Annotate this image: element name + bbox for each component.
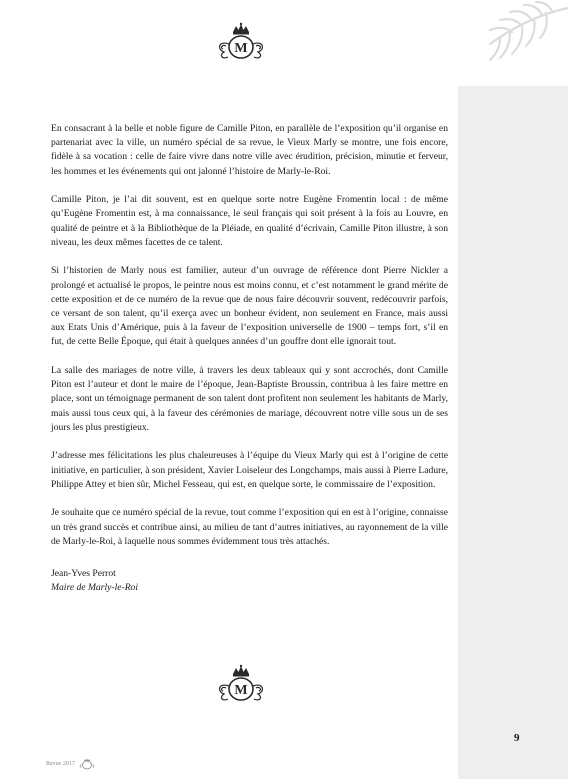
paragraph-6: Je souhaite que ce numéro spécial de la revue, tout comme l’exposition qui en est à l’origine, connaisse un très grand succès et contribue ainsi, au milieu de tant d’autres initiatives, au rayonnement de la ville de Marly-le-Roi, à laquelle nous sommes évidemment tous très attachés. [51, 507, 448, 547]
signature-block [51, 567, 448, 595]
emblem-letter: M [234, 683, 248, 698]
paragraph-1: En consacrant à la belle et noble figure de Camille Piton, en parallèle de l’exposition qu’il organise en partenariat avec la ville, un numéro spécial de sa revue, le Vieux Marly se montre, une fois encore, fidèle à sa vocation : celle de faire vivre dans notre ville avec érudition, précision, minutie et ferveur, les hommes et les événements qui ont jalonné l’histoire de Marly-le-Roi. [51, 123, 448, 177]
footer-text: Revue 2017 [46, 761, 75, 767]
paragraph-4: La salle des mariages de notre ville, à travers les deux tableaux qui y sont accrochés, dont Camille Piton est l’auteur et dont le maire de l’époque, Jean-Baptiste Broussin, contribua à les faire mettre en place, sont un témoignage permanent de son talent dont profitent non seulement les habitants de Marly, mais aussi tous ceux qui, à la faveur des cérémonies de mariage, découvrent notre ville sous un de ses jours les plus prestigieux. [51, 365, 448, 433]
page-number: 9 [514, 732, 520, 744]
crown-m-emblem-top [214, 22, 268, 62]
emblem-letter: M [234, 41, 248, 56]
signature-name: Jean-Yves Perrot [51, 568, 116, 580]
footer [46, 758, 95, 770]
crown-m-emblem-bottom [214, 664, 268, 704]
paragraph-2: Camille Piton, je l’ai dit souvent, est en quelque sorte notre Eugène Fromentin local : de même qu’Eugène Fromentin est, à ma connaissance, le seul français qui soit présent à la fois au Louvre, en qualité de peintre et à la Bibliothèque de la Pléiade, en qualité d’écrivain, Camille Piton illustre, à son niveau, les deux mêmes facettes de ce talent. [51, 194, 448, 248]
paragraph-5: J’adresse mes félicitations les plus chaleureuses à l’équipe du Vieux Marly qui est à l’origine de cette initiative, en particulier, à son président, Xavier Loiseleur des Longchamps, mais aussi à Pierre Ladure, Philippe Attey et bien sûr, Michel Fesseau, qui est, en quelque sorte, le commissaire de l’exposition. [51, 450, 448, 490]
footer-emblem-icon [79, 758, 95, 770]
letter-body [51, 122, 448, 595]
paragraph-3: Si l’historien de Marly nous est familier, auteur d’un ouvrage de référence dont Pierre Nickler a prolongé et actualisé le propos, le peintre nous est moins connu, et c’est notamment le grand mérite de cette exposition et de ce numéro de la revue que de nous faire découvrir souvent, redécouvrir parfois, ce versant de son talent, qu’il exerça avec un bonheur évident, non seulement en France, mais aussi aux Etats Unis d’Amérique, puis à la faveur de l’exposition universelle de 1900 – temps fort, s’il en fut, de cette Belle Époque, qui était à quelques années d’un gouffre dont elle ignorait tout. [51, 265, 448, 348]
signature-role: Maire de Marly-le-Roi [51, 582, 139, 594]
palm-leaf-ornament [460, 0, 568, 70]
sidebar-panel [458, 86, 568, 779]
